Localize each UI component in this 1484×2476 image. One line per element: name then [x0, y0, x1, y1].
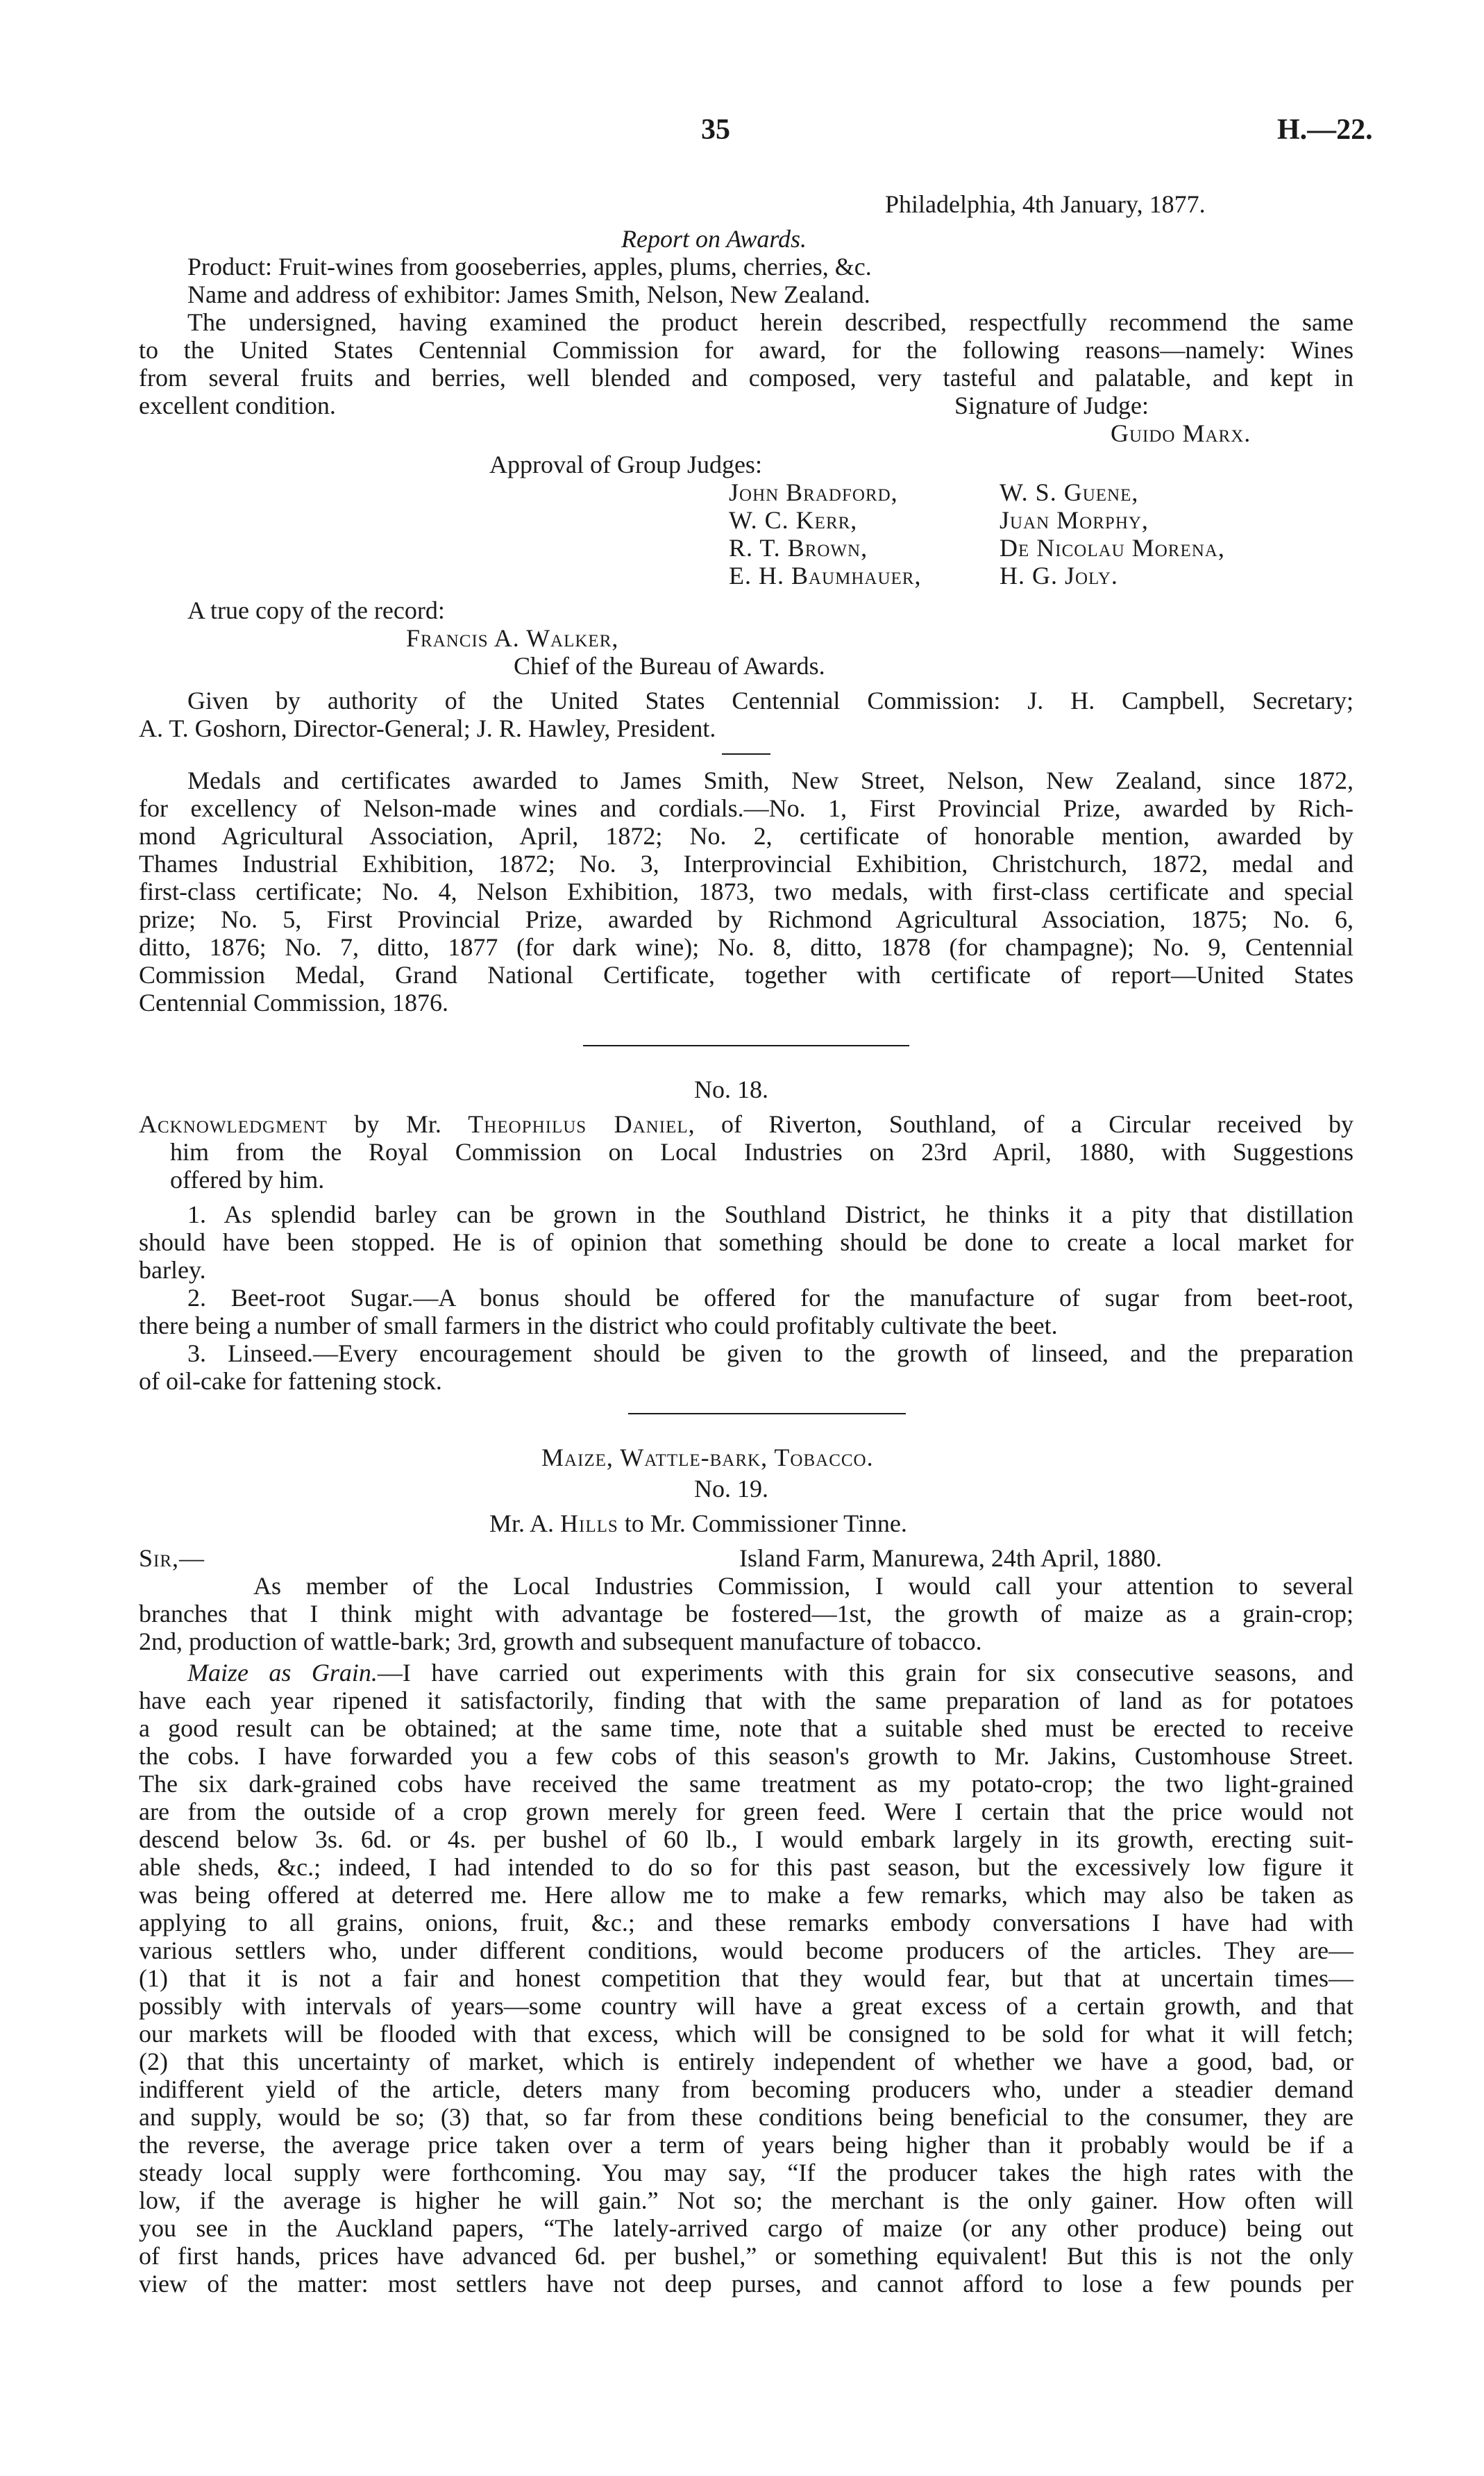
subheading-name: Hills: [560, 1509, 618, 1537]
true-copy-label: A true copy of the record:: [187, 596, 445, 624]
maize-line: low, if the average is higher he will gain.” Not so; the merchant is the only gainer. How often will: [139, 2186, 1354, 2214]
maize-line: you see in the Auckland papers, “The lately-arrived cargo of maize (or any other produce) being out: [139, 2214, 1354, 2242]
section-rule: [628, 1413, 906, 1414]
maize-line: descend below 3s. 6d. or 4s. per bushel of 60 lb., I would embark largely in its growth, erecting suit-: [139, 1825, 1354, 1853]
report-body-end: excellent condition.: [139, 392, 336, 419]
group-judge-right: Juan Morphy,: [1000, 506, 1149, 534]
group-judge-left: E. H. Baumhauer,: [729, 562, 922, 589]
maize-line: applying to all grains, onions, fruit, &c.; and these remarks embody conversations I have had with: [139, 1909, 1354, 1937]
no18-point-1-line: should have been stopped. He is of opinion that something should be done to create a local market for: [139, 1228, 1354, 1256]
report-title: Report on Awards.: [621, 225, 807, 253]
maize-line: (1) that it is not a fair and honest competition that they would fear, but that at uncertain times—: [139, 1964, 1354, 1992]
maize-line: able sheds, &c.; indeed, I had intended to do so for this past season, but the excessively low figure it: [139, 1853, 1354, 1881]
group-judge-right: W. S. Guene,: [1000, 478, 1139, 506]
report-exhibitor: Name and address of exhibitor: James Smith, Nelson, New Zealand.: [187, 281, 870, 308]
intro-line: branches that I think might with advantage be fostered—1st, the growth of maize as a grain-crop;: [139, 1600, 1354, 1628]
maize-line: a good result can be obtained; at the same time, note that a suitable shed must be erected to receive: [139, 1714, 1354, 1742]
group-judge-right: De Nicolau Morena,: [1000, 534, 1225, 562]
maize-line: was being offered at deterred me. Here allow me to make a few remarks, which may also be taken as: [139, 1881, 1354, 1909]
no18-point-2: 2. Beet-root Sugar.—A bonus should be offered for the manufacture of sugar from beet-root,: [187, 1284, 1354, 1312]
group-judge-left: John Bradford,: [729, 478, 898, 506]
judge-signature: Guido Marx.: [1111, 419, 1251, 447]
ack-line1: , of Riverton, Southland, of a Circular received by: [688, 1110, 1354, 1138]
no19-subheading: [489, 1510, 907, 1537]
maize-line: indifferent yield of the article, deters many from becoming producers who, under a steadier demand: [139, 2075, 1354, 2103]
intro-line: As member of the Local Industries Commission, I would call your attention to several: [253, 1572, 1354, 1600]
salutation: Sir,—: [139, 1544, 205, 1572]
signature-label: Signature of Judge:: [954, 392, 1149, 419]
no18-acknowledgment: [139, 1111, 1354, 1138]
document-reference: H.—22.: [1277, 114, 1373, 146]
maize-first: —I have carried out experiments with this grain for six consecutive seasons, and: [377, 1659, 1354, 1687]
no18-ack-line: him from the Royal Commission on Local Industries on 23rd April, 1880, with Suggestions: [170, 1138, 1354, 1166]
medals-line: Thames Industrial Exhibition, 1872; No. 3, Interprovincial Exhibition, Christchurch, 1872, medal and: [139, 850, 1354, 878]
medals-line: Medals and certificates awarded to James Smith, New Street, Nelson, New Zealand, since 1872,: [187, 767, 1354, 794]
no18-point-1: 1. As splendid barley can be grown in the Southland District, he thinks it a pity that distillation: [187, 1201, 1354, 1228]
maize-line: of first hands, prices have advanced 6d. per bushel,” or something equivalent! But this is not the only: [139, 2242, 1354, 2270]
medals-line: ditto, 1876; No. 7, ditto, 1877 (for dark wine); No. 8, ditto, 1878 (for champagne); No. 9, Centennial: [139, 933, 1354, 961]
report-body-line: The undersigned, having examined the product herein described, respectfully recommend the same: [187, 308, 1354, 336]
maize-line: the reverse, the average price taken over a term of years being higher than it probably would be if a: [139, 2131, 1354, 2159]
report-place-date: Philadelphia, 4th January, 1877.: [885, 190, 1206, 218]
approval-label: Approval of Group Judges:: [489, 451, 762, 478]
group-judge-right: H. G. Joly.: [1000, 562, 1118, 589]
ack-by: by Mr.: [327, 1110, 469, 1138]
authority-line: A. T. Goshorn, Director-General; J. R. Hawley, President.: [139, 714, 716, 742]
report-product: Product: Fruit-wines from gooseberries, apples, plums, cherries, &c.: [187, 253, 872, 281]
ack-name: Theophilus Daniel: [468, 1110, 689, 1138]
short-rule: [722, 753, 770, 755]
intro-line-end: 2nd, production of wattle-bark; 3rd, growth and subsequent manufacture of tobacco.: [139, 1628, 982, 1655]
maize-line: The six dark-grained cobs have received the same treatment as my potato-crop; the two light-grained: [139, 1770, 1354, 1798]
maize-line: steady local supply were forthcoming. You may say, “If the producer takes the high rates with the: [139, 2159, 1354, 2186]
report-body-line: from several fruits and berries, well blended and composed, very tasteful and palatable, and kept in: [139, 364, 1354, 392]
maize-line: various settlers who, under different conditions, would become producers of the articles. They are—: [139, 1937, 1354, 1964]
maize-line: our markets will be flooded with that excess, which will be consigned to be sold for what it will fetch;: [139, 2020, 1354, 2048]
no18-point-3: 3. Linseed.—Every encouragement should be given to the growth of linseed, and the preparation: [187, 1339, 1354, 1367]
no18-ack-line-end: offered by him.: [170, 1166, 325, 1194]
maize-label: Maize as Grain.: [187, 1659, 378, 1687]
no18-point-2-end: there being a number of small farmers in the district who could profitably cultivate the beet.: [139, 1312, 1058, 1339]
subheading-post: to Mr. Commissioner Tinne.: [618, 1509, 907, 1537]
group-judge-left: R. T. Brown,: [729, 534, 868, 562]
section-rule: [583, 1045, 909, 1046]
maize-line: (2) that this uncertainty of market, which is entirely independent of whether we have a good, bad, or: [139, 2048, 1354, 2075]
maize-line: are from the outside of a crop grown merely for green feed. Were I certain that the price would not: [139, 1798, 1354, 1825]
no18-heading: No. 18.: [694, 1076, 768, 1103]
address-date: Island Farm, Manurewa, 24th April, 1880.: [739, 1544, 1162, 1572]
maize-line: view of the matter: most settlers have not deep purses, and cannot afford to lose a few pounds per: [139, 2270, 1354, 2298]
no19-heading: No. 19.: [694, 1475, 768, 1503]
walker-signature: Francis A. Walker,: [406, 624, 619, 652]
subheading-pre: Mr. A.: [489, 1509, 561, 1537]
page-number: 35: [701, 114, 730, 146]
ack-label: Acknowledgment: [139, 1110, 328, 1138]
report-body-line: to the United States Centennial Commission for award, for the following reasons—namely: Wines: [139, 336, 1354, 364]
maize-first-line: [187, 1659, 1354, 1687]
no18-point-1-end: barley.: [139, 1256, 206, 1284]
no19-section-title: Maize, Wattle-bark, Tobacco.: [541, 1444, 874, 1471]
maize-line: and supply, would be so; (3) that, so far from these conditions being beneficial to the consumer, they are: [139, 2103, 1354, 2131]
authority-line: Given by authority of the United States Centennial Commission: J. H. Campbell, Secretary;: [187, 687, 1354, 714]
medals-line-end: Centennial Commission, 1876.: [139, 989, 448, 1017]
no18-point-3-end: of oil-cake for fattening stock.: [139, 1367, 442, 1395]
maize-line: have each year ripened it satisfactorily, finding that with the same preparation of land as for potatoes: [139, 1687, 1354, 1714]
medals-line: first-class certificate; No. 4, Nelson Exhibition, 1873, two medals, with first-class certificate and special: [139, 878, 1354, 905]
maize-line: the cobs. I have forwarded you a few cobs of this season's growth to Mr. Jakins, Customhouse Street.: [139, 1742, 1354, 1770]
group-judge-left: W. C. Kerr,: [729, 506, 858, 534]
maize-line: possibly with intervals of years—some country will have a great excess of a certain growth, and that: [139, 1992, 1354, 2020]
medals-line: Commission Medal, Grand National Certificate, together with certificate of report—United States: [139, 961, 1354, 989]
medals-line: mond Agricultural Association, April, 1872; No. 2, certificate of honorable mention, awarded by: [139, 822, 1354, 850]
medals-line: prize; No. 5, First Provincial Prize, awarded by Richmond Agricultural Association, 1875; No. 6,: [139, 905, 1354, 933]
medals-line: for excellency of Nelson-made wines and cordials.—No. 1, First Provincial Prize, awarded by Rich-: [139, 794, 1354, 822]
walker-title: Chief of the Bureau of Awards.: [514, 652, 825, 680]
